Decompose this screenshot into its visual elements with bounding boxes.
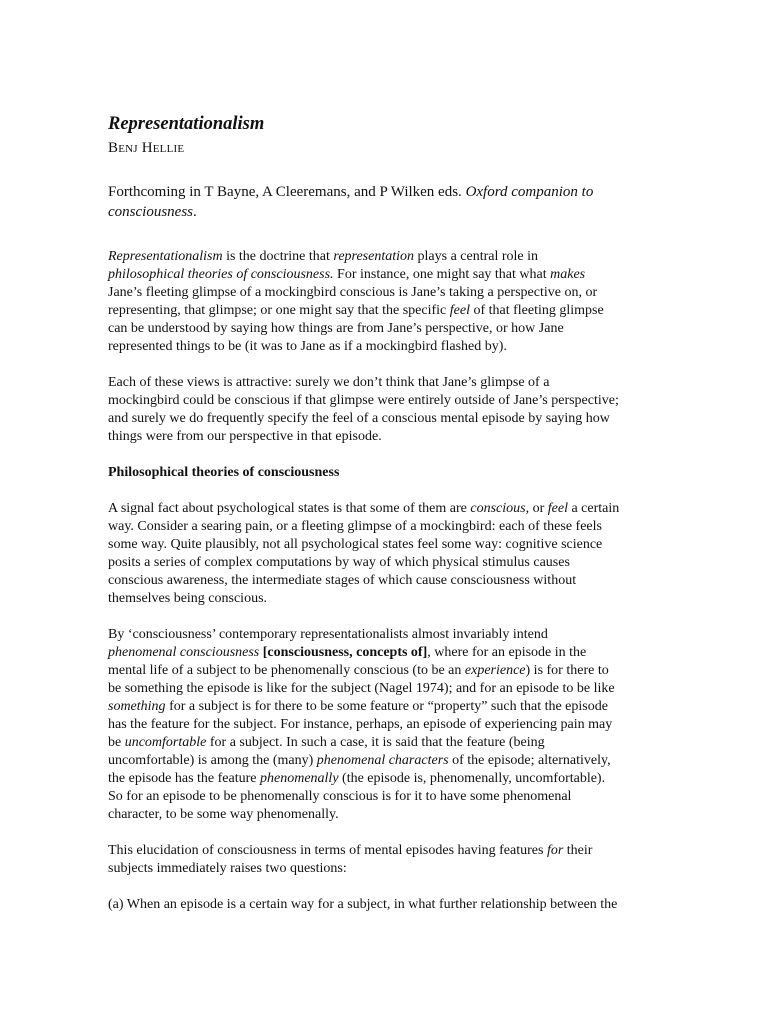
text-line: something for a subject is for there to be some feature or “property” such that the episode [108,699,608,714]
text-line: and surely we do frequently specify the feel of a conscious mental episode by saying how [108,411,610,426]
text-line: posits a series of complex computations by way of which physical stimulus causes [108,555,570,570]
text-line: Forthcoming in T Bayne, A Cleeremans, and P Wilken eds. Oxford companion to [108,184,594,200]
document-page [108,112,668,914]
text-line: be uncomfortable for a subject. In such a case, it is said that the feature (being [108,735,545,750]
text-line: be something the episode is like for the subject (Nagel 1974); and for an episode to be like [108,681,615,696]
author-first-rest: enj [118,140,138,156]
text-line: things were from our perspective in that episode. [108,429,382,444]
text-line: By ‘consciousness’ contemporary representationalists almost invariably intend [108,627,548,642]
text-line: represented things to be (it was to Jane as if a mockingbird flashed by). [108,339,507,354]
book-title-cont: consciousness [108,204,193,220]
paragraph-signal-fact [108,500,668,608]
text-line: representing, that glimpse; or one might say that the specific feel of that fleeting glimpse [108,303,604,318]
cross-reference: [consciousness, concepts of] [259,645,428,660]
text-line: some way. Quite plausibly, not all psychological states feel some way: cognitive science [108,537,603,552]
text-line: way. Consider a searing pain, or a fleeting glimpse of a mockingbird: each of these feels [108,519,602,534]
text-line: conscious awareness, the intermediate stages of which cause consciousness without [108,573,577,588]
author-last-rest: ellie [152,140,185,156]
text-line: mockingbird could be conscious if that glimpse were entirely outside of Jane’s perspective; [108,393,619,408]
text-line: mental life of a subject to be phenomenally conscious (to be an experience) is for there to [108,663,609,678]
text-line: phenomenal consciousness [consciousness, concepts of], where for an episode in the [108,645,587,660]
paragraph-phenomenal [108,626,668,824]
section-heading: Philosophical theories of consciousness [108,465,340,480]
text-line: subjects immediately raises two questions: [108,861,347,876]
text-line: themselves being conscious. [108,591,268,606]
publication-note [108,182,668,222]
text-line: This elucidation of consciousness in terms of mental episodes having features for their [108,843,593,858]
text-line: So for an episode to be phenomenally conscious is for it to have some phenomenal [108,789,572,804]
text-line: A signal fact about psychological states is that some of them are conscious, or feel a certain [108,501,620,516]
text-line: Each of these views is attractive: surely we don’t think that Jane’s glimpse of a [108,375,550,390]
text-line: philosophical theories of consciousness. For instance, one might say that what makes [108,267,586,282]
text-line: can be understood by saying how things are from Jane’s perspective, or how Jane [108,321,564,336]
author-initial-first: B [108,140,119,156]
text-line: has the feature for the subject. For instance, perhaps, an episode of experiencing pain may [108,717,613,732]
author-name [108,138,668,158]
paragraph-question-a [108,896,668,914]
author-initial-last: H [141,140,153,156]
text-line: uncomfortable) is among the (many) phenomenal characters of the episode; alternatively, [108,753,611,768]
paragraph-attractive [108,374,668,446]
paragraph-elucidation [108,842,668,878]
text-line: Jane’s fleeting glimpse of a mockingbird conscious is Jane’s taking a perspective on, or [108,285,598,300]
text-line: consciousness. [108,204,197,220]
paragraph-intro [108,248,668,356]
book-title: Oxford companion to [465,184,594,200]
text-line: the episode has the feature phenomenally (the episode is, phenomenally, uncomfortable). [108,771,606,786]
text-line: character, to be some way phenomenally. [108,807,339,822]
text-line: (a) When an episode is a certain way for a subject, in what further relationship between the [108,897,618,912]
text-line: Representationalism is the doctrine that representation plays a central role in [108,249,539,264]
document-title: Representationalism [108,114,265,134]
